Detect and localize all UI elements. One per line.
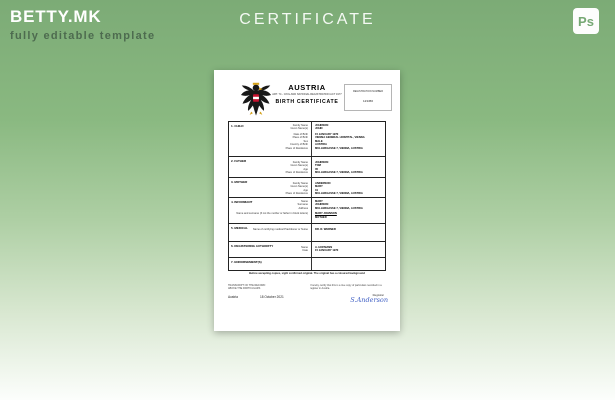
certificate-note: Before accepting copies, sight confirmed original. The original has a coloured background bbox=[249, 272, 365, 275]
field-label: Date of Birth bbox=[293, 132, 308, 136]
field-value bbox=[315, 212, 384, 219]
field-value-line2: MOTHER bbox=[315, 215, 327, 219]
section-title: 2. FATHER bbox=[231, 158, 247, 163]
section-title: 3. MOTHER bbox=[231, 179, 248, 184]
field-value: TOM bbox=[315, 164, 321, 168]
field-value: JOHNSON bbox=[315, 160, 329, 164]
field-value: MULLERGASSE 7, VIENNA, AUSTRIA bbox=[315, 192, 363, 196]
field-value: 15 JANUARY 1970 bbox=[315, 249, 339, 253]
field-value: JOHNSON bbox=[315, 123, 329, 127]
field-row bbox=[230, 127, 384, 131]
field-value: AUSTRIA bbox=[315, 143, 327, 147]
field-label: Surname bbox=[297, 203, 308, 206]
registrar-label: Registrar bbox=[372, 292, 384, 297]
field-value: A. HOFMANN bbox=[315, 245, 333, 249]
field-label: Date bbox=[302, 249, 308, 253]
photoshop-badge-label: Ps bbox=[578, 13, 594, 29]
footer-country: Austria bbox=[228, 295, 238, 299]
footer-left-line1: TRANSCRIPT OF THE RECORD bbox=[228, 284, 266, 287]
field-label: Name bbox=[301, 245, 308, 249]
field-label: Age bbox=[303, 167, 308, 171]
field-label: Family Name bbox=[292, 123, 308, 127]
field-label: Age bbox=[303, 188, 308, 192]
field-row bbox=[230, 171, 384, 175]
field-value: ANDERSON bbox=[315, 181, 331, 185]
brand-logo: BETTY.MK bbox=[10, 7, 102, 26]
field-row bbox=[230, 249, 384, 253]
section-4 bbox=[229, 198, 385, 224]
section-title: 6. REGISTERING AUTHORITY bbox=[231, 243, 274, 248]
page-title: CERTIFICATE bbox=[239, 11, 376, 28]
photoshop-badge bbox=[573, 8, 599, 34]
field-value: DR. R. WERNER bbox=[315, 227, 336, 231]
certificate-title: BIRTH CERTIFICATE bbox=[275, 98, 339, 105]
field-label: Name and surname (if not the mother or father in block letters) bbox=[236, 212, 308, 216]
registration-number-box bbox=[344, 84, 392, 111]
section-title: 1. CHILD bbox=[231, 123, 244, 128]
field-label: Place of Residence bbox=[285, 192, 308, 196]
footer-left-text bbox=[228, 284, 302, 291]
registration-number-label: REGISTRATION NUMBER bbox=[352, 90, 384, 93]
field-label: Country of Birth bbox=[289, 143, 308, 147]
footer-right-text bbox=[310, 284, 386, 291]
field-value: MALE bbox=[315, 139, 323, 143]
field-label: Sex bbox=[303, 139, 308, 143]
field-value: MARY bbox=[315, 185, 323, 189]
field-label: Address bbox=[298, 206, 308, 210]
field-label: Given Name(s) bbox=[290, 185, 308, 189]
registration-number-value: 123456 bbox=[362, 99, 373, 103]
field-label: Name bbox=[301, 199, 308, 203]
field-value: JOHN bbox=[315, 127, 323, 130]
section-title: 5. MEDICAL bbox=[231, 225, 249, 230]
field-label: Name of certifying medical Practitioner or Nurse bbox=[252, 227, 308, 231]
section-title: 4. INFORMANT bbox=[231, 199, 253, 204]
field-value: 35 bbox=[315, 167, 318, 171]
footer-right-line1: I hereby certify that this is a true copy of particulars recorded in a bbox=[310, 284, 382, 287]
field-value: MULLERGASSE 7, VIENNA, AUSTRIA bbox=[315, 171, 363, 175]
certificate-document bbox=[214, 70, 400, 331]
field-label: Family Name bbox=[292, 181, 308, 185]
field-value: MULLERGASSE 7, VIENNA, AUSTRIA bbox=[315, 206, 363, 210]
field-row bbox=[230, 192, 384, 196]
section-1 bbox=[229, 122, 385, 157]
field-label: Given Name(s) bbox=[290, 127, 308, 130]
field-label: Place of Residence bbox=[285, 146, 308, 150]
field-value: VIENNA GENERAL HOSPITAL, VIENNA bbox=[315, 136, 365, 140]
footer-left-line2: ABOVE THE PARTICULARS bbox=[228, 287, 261, 291]
certificate-country: AUSTRIA bbox=[288, 83, 326, 92]
field-value: JOHNSON bbox=[315, 203, 329, 206]
field-value: MARY bbox=[315, 199, 323, 203]
section-5 bbox=[229, 224, 385, 242]
field-row bbox=[230, 147, 384, 151]
section-title: 7. ENDORSEMENT(S) bbox=[231, 259, 262, 264]
certificate-sections bbox=[228, 121, 386, 271]
field-value: 15 JANUARY 1970 bbox=[315, 132, 339, 136]
footer-right-line2: register in Austria. bbox=[310, 287, 331, 291]
section-2 bbox=[229, 157, 385, 178]
field-value: MULLERGASSE 7, VIENNA, AUSTRIA bbox=[315, 146, 363, 150]
field-label: Given Name(s) bbox=[290, 164, 308, 168]
section-6 bbox=[229, 242, 385, 258]
footer-date: 18 October 2021 bbox=[260, 295, 284, 299]
field-row bbox=[230, 207, 384, 211]
field-value: 31 bbox=[315, 188, 318, 192]
certificate-act-line: ART. 74 - CIVIL AND NATIONAL REGISTRATION ACT 1977 bbox=[272, 93, 342, 96]
field-label: Family Name bbox=[292, 160, 308, 164]
registrar-signature: S.Anderson bbox=[350, 296, 388, 304]
field-row-extra bbox=[230, 212, 384, 219]
brand-tagline: fully editable template bbox=[10, 30, 156, 42]
section-7 bbox=[229, 258, 385, 270]
field-label: Place of Residence bbox=[285, 171, 308, 175]
section-3 bbox=[229, 178, 385, 198]
field-label: Place of Birth bbox=[292, 136, 308, 140]
field-value-underlined: MARY JOHNSON bbox=[315, 212, 337, 216]
